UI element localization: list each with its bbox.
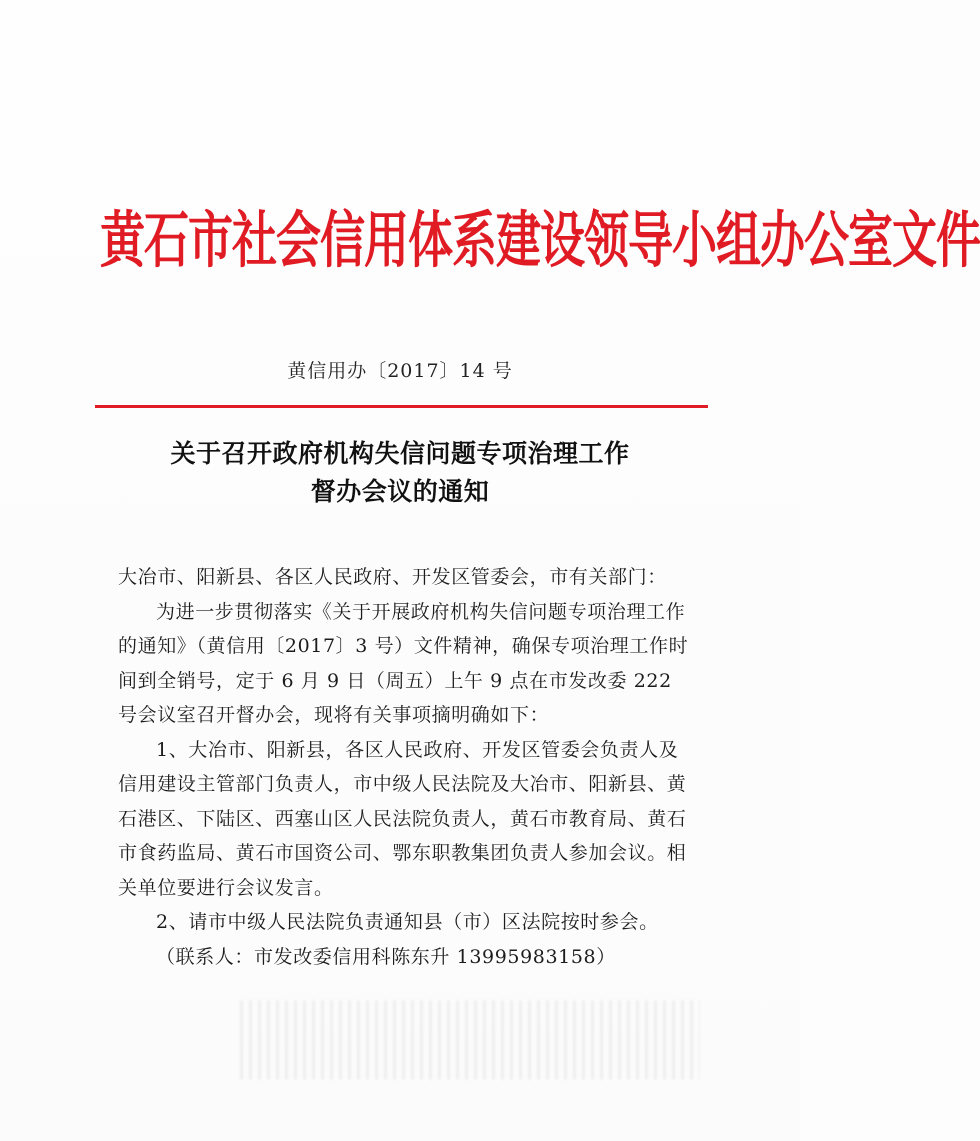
document-header-title: 黄石市社会信用体系建设领导小组办公室文件 [100, 204, 980, 276]
paragraph-intro: 为进一步贯彻落实《关于开展政府机构失信问题专项治理工作的通知》（黄信用〔2017〕3 号）文件精神，确保专项治理工作时间到全销号，定于 6 月 9 日（周五）上午 9 点在市发改委 222 号会议室召开督办会，现将有关事项摘明确如下： [118, 600, 689, 726]
notice-title [100, 435, 700, 511]
item-1: 1、大冶市、阳新县，各区人民政府、开发区管委会负责人及信用建设主管部门负责人，市中级人民法院及大冶市、阳新县、黄石港区、下陆区、西塞山区人民法院负责人，黄石市教育局、黄石市食药监局、黄石市国资公司、鄂东职教集团负责人参加会议。相关单位要进行会议发言。 [118, 738, 687, 899]
document-number: 黄信用办〔2017〕14 号 [287, 360, 513, 382]
notice-body [118, 560, 693, 974]
contact-line: （联系人：市发改委信用科陈东升 13995983158） [156, 945, 616, 968]
addressee: 大冶市、阳新县、各区人民政府、开发区管委会，市有关部门： [118, 566, 667, 588]
red-divider-line [95, 405, 708, 408]
notice-title-line2: 督办会议的通知 [310, 477, 490, 506]
reverse-side-bleed-through [240, 1000, 700, 1080]
item-2: 2、请市中级人民法院负责通知县（市）区法院按时参会。 [156, 911, 659, 933]
notice-title-line1: 关于召开政府机构失信问题专项治理工作 [170, 439, 630, 468]
